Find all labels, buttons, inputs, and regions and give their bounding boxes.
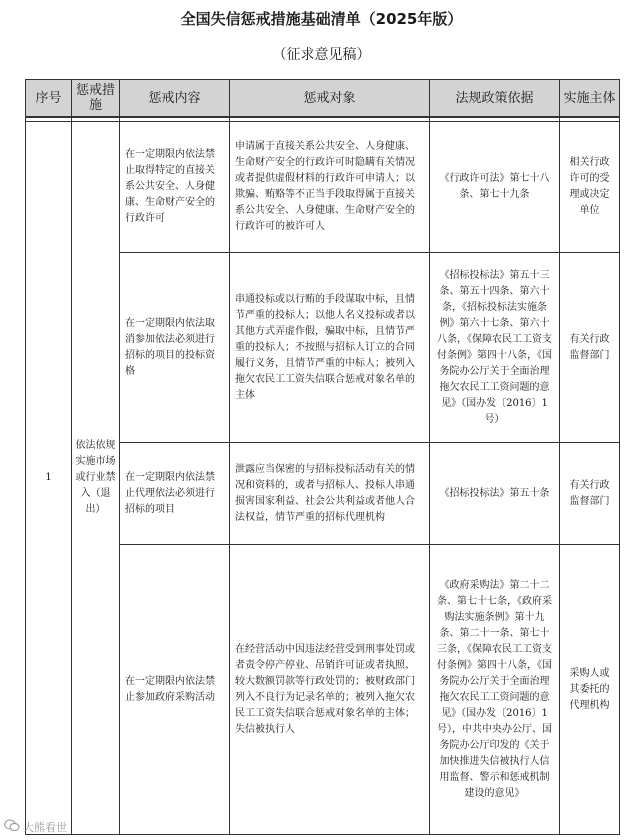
row-target: 在经营活动中因违法经营受到刑事处罚或者责令停产停业、吊销许可证或者执照、较大数额罚款等行政处罚的；被财政部门列入不良行为记录名单的；被列入拖欠农民工工资失信联合惩戒对象名单的主体；失信被执行人 [230, 545, 430, 835]
punishment-list-table [25, 79, 620, 835]
header-serial: 序号 [26, 80, 72, 118]
table-row [26, 122, 620, 253]
row-basis: 《政府采购法》第二十二条、第七十七条，《政府采购法实施条例》第十九条、第二十一条、第七十三条，《保障农民工工资支付条例》第四十八条，《国务院办公厅关于全面治理拖欠农民工工资问题的意见》（国办发〔2016〕1号），中共中央办公厅、国务院办公厅印发的《关于加快推进失信被执行人信用监督、警示和惩戒机制建设的意见》 [430, 545, 560, 835]
page-title: 全国失信惩戒措施基础清单（2025年版） [180, 10, 463, 28]
row-subject: 采购人或其委托的代理机构 [560, 545, 620, 835]
row-content: 在一定期限内依法禁止取得特定的直接关系公共安全、人身健康、生命财产安全的行政许可 [120, 122, 230, 253]
table-header-row [26, 80, 620, 118]
row-measure: 依法依规实施市场或行业禁入（退出） [72, 122, 120, 835]
watermark [4, 819, 67, 835]
row-basis: 《行政许可法》第七十八条、第七十九条 [430, 122, 560, 253]
header-subject: 实施主体 [560, 80, 620, 118]
row-subject: 相关行政许可的受理或决定单位 [560, 122, 620, 253]
row-subject: 有关行政监督部门 [560, 443, 620, 545]
header-measure: 惩戒措施 [72, 80, 120, 118]
header-content: 惩戒内容 [120, 80, 230, 118]
row-basis: 《招标投标法》第五十三条、第五十四条、第六十条，《招标投标法实施条例》第六十七条、第六十八条，《保障农民工工资支付条例》第四十八条，《国务院办公厅关于全面治理拖欠农民工工资问题的意见》（国办发〔2016〕1号） [430, 253, 560, 443]
page-subtitle: （征求意见稿） [272, 47, 371, 63]
row-content: 在一定期限内依法禁止参加政府采购活动 [120, 545, 230, 835]
header-target: 惩戒对象 [230, 80, 430, 118]
row-serial: 1 [26, 122, 72, 835]
header-basis: 法规政策依据 [430, 80, 560, 118]
watermark-text: 大熊看世 [23, 821, 67, 834]
row-subject: 有关行政监督部门 [560, 253, 620, 443]
row-content: 在一定期限内依法禁止代理依法必须进行招标的项目 [120, 443, 230, 545]
row-content: 在一定期限内依法取消参加依法必须进行招标的项目的投标资格 [120, 253, 230, 443]
row-basis: 《招标投标法》第五十条 [430, 443, 560, 545]
row-target: 串通投标或以行贿的手段谋取中标，且情节严重的投标人；以他人名义投标或者以其他方式弄虚作假，骗取中标，且情节严重的投标人；不按照与招标人订立的合同履行义务，且情节严重的中标人；被列入拖欠农民工工资失信联合惩戒对象名单的主体 [230, 253, 430, 443]
wechat-icon [4, 819, 20, 835]
row-target: 申请属于直接关系公共安全、人身健康、生命财产安全的行政许可时隐瞒有关情况或者提供虚假材料的行政许可申请人；以欺骗、贿赂等不正当手段取得属于直接关系公共安全、人身健康、生命财产安全的行政许可的被许可人 [230, 122, 430, 253]
row-target: 泄露应当保密的与招标投标活动有关的情况和资料的，或者与招标人、投标人串通损害国家利益、社会公共利益或者他人合法权益，情节严重的招标代理机构 [230, 443, 430, 545]
